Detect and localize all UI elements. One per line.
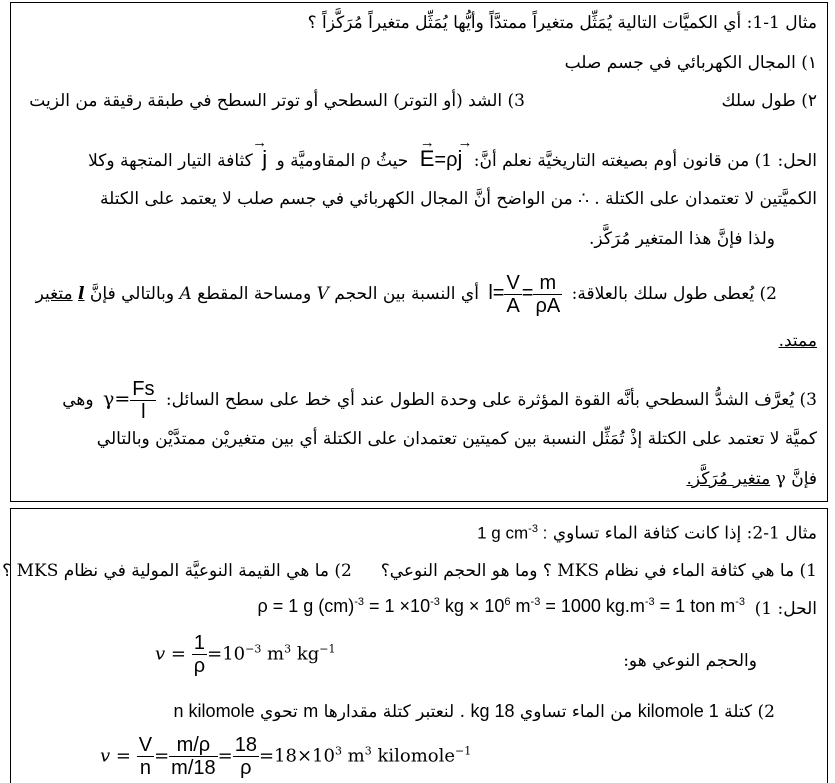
eq-exp: −3 [245,642,262,656]
p2-text: من الماء تساوي [519,702,633,722]
example-1-2-solution-label: الحل: 1) [754,599,817,619]
vector-j-symbol: → j [262,148,267,170]
solution-2-area: ومساحة المقطع [197,284,312,304]
eq-part: kg [291,643,320,665]
symbol-gamma: γ [775,469,786,489]
symbol-V: V [316,284,329,304]
molar-volume-equation: v = $\frac{V}{n}$ = $\frac{m/\rho}{m/18}$ = $\frac{18}{\rho}$ $=18\times 10^3$ $m^3$ kilomole$^{-1}$ [100,734,472,779]
example-1-2-title-text: مثال 1-2: إذا كانت كثافة الماء تساوي [552,523,817,544]
eq-exp: −1 [319,642,336,656]
example-1-2-title [477,518,817,545]
example-1-2-q1: 1) ما هي كثافة الماء في نظام MKS ؟ وما هو الحجم النوعي؟ [380,561,817,581]
eq-part: = 1 ×10 [364,596,431,616]
example-1-1-q3: 3) الشد (أو التوتر) السطحي أو توتر السطح في طبقة رقيقة من الزيت [29,91,525,111]
p2-text: 2) كتلة [724,702,775,722]
solution-1-intro: الحل: 1) من قانون أوم بصيغته التاريخيَّة نعلم أنَّ: [473,151,817,171]
eq-part: m [261,643,285,665]
frac-num: Fs [132,378,155,400]
solution-1-where: حيثُ ρ المقاوميَّة و [276,151,409,171]
density-text: 1 g cm [477,523,529,543]
frac-den: n [139,757,151,779]
solution-2-line-1 [36,272,777,317]
eq-part: =18×10 [258,745,335,767]
frac-num: m/ρ [169,734,217,757]
solution-3-and-it: وهي [62,390,94,410]
ohm-law-equation [420,148,463,172]
solution-1-line-2: الكميَّتين لا تعتمدان على الكتلة . ∴ من الواضح أنَّ المجال الكهربائي في جسم صلب لا يعتمد على الكتلة [99,189,817,209]
vector-E: → E [420,148,435,170]
frac-num: 1 [192,632,207,655]
p2-n-kilomole: n kilomole [173,701,255,721]
frac-den: ρA [535,295,561,317]
specific-volume-equation [155,632,336,677]
solution-2-therefore: وبالتالي فإنَّ [89,284,175,304]
example-1-1-title [308,12,817,34]
eq-part: kg × 10 [439,596,505,616]
solution-2-extended: ممتد. [778,331,817,351]
frac-num: m [533,272,562,295]
eq-exp: −1 [455,744,472,758]
example-1-2-questions [2,560,817,582]
solution-1-line-1 [88,148,817,172]
eq-exp: -3 [354,596,365,608]
length-fraction-1 [504,272,521,317]
eq-exp: -3 [430,596,440,608]
solution-3-intro: 3) يُعرَّف الشدُّ السطحي بأنَّه القوة المؤثرة على وحدة الطول عند أي خط على سطح السائل: [165,390,817,410]
example-1-1-box [10,2,828,502]
eq-part: =10 [207,643,246,665]
specific-volume-fraction [192,632,207,677]
colon: : [542,523,548,543]
gamma-fraction [130,378,156,423]
density-mks-equation [257,596,745,617]
frac-num: 18 [234,734,257,756]
ohm-eq-sign: =ρ [434,149,458,171]
solution-3-line-2: كميَّة لا تعتمد على الكتلة إذْ تُمَثِّل النسبة بين كميتين تعتمدان على الكتلة أي بين متغيريْن ممتدَّيْن وبالتالي [96,429,817,449]
molar-fraction-1 [137,734,154,779]
eq-lhs: v = [155,643,186,665]
eq-part: m [341,745,365,767]
solution-3-line-3 [687,468,818,490]
water-density-value [477,518,547,545]
symbol-A: A [179,284,192,304]
gamma-lhs: γ= [102,388,131,410]
solution-3-conclusion: متغير مُرَكَّز. [686,469,771,489]
solution-2-intro: 2) يُعطى طول سلك بالعلاقة: [571,284,777,304]
frac-den: A [506,295,520,317]
solution-1-current: كثافة التيار المتجهة وكلا [88,151,253,171]
molar-fraction-2 [169,734,217,779]
eq-exp: 3 [284,642,292,656]
solution-2-ratio: أي النسبة بين الحجم [334,284,479,304]
example-1-1-q2: ٢) طول سلك [721,91,817,111]
p2-mass: 18 kg [470,701,515,721]
example-1-1-q1: ١) المجال الكهربائي في جسم صلب [564,53,817,73]
frac-num: V [138,734,153,756]
length-equation [488,272,562,317]
length-lhs: l= [488,282,505,304]
eq-exp: -3 [735,596,745,608]
p2-text: . لنعتبر كتلة مقدارها [323,702,466,722]
eq-exp: -3 [644,596,655,608]
p2-kilomole: 1 kilomole [637,701,719,721]
example-1-2-part-2 [174,700,775,723]
density-exp: -3 [528,523,538,535]
surface-tension-equation [103,378,157,423]
eq-exp: 3 [364,744,372,758]
frac-den: m/18 [171,757,216,779]
length-fraction-2 [533,272,562,317]
specific-volume-label: والحجم النوعي هو: [623,651,757,671]
solution-3-line-1 [62,378,817,423]
solution-1-line-3 [589,228,775,250]
symbol-l: l [78,284,85,304]
frac-den: ρ [240,757,252,779]
solution-2-variable: متغير [35,284,73,304]
vector-j: → j [457,148,462,170]
frac-den: l [141,401,146,423]
length-eq-sign: = [521,282,534,304]
solution-2-line-2 [779,330,817,352]
eq-part: kilomole [371,745,456,767]
example-1-2-q2: 2) ما هي القيمة النوعيَّة المولية في نظام MKS ؟ [2,561,352,581]
solution-1-conclusion: ولذا فإنَّ هذا المتغير مُرَكَّز. [589,229,775,249]
frac-den: ρ [193,655,206,677]
eq-exp: 6 [504,596,511,608]
eq-exp: -3 [530,596,541,608]
example-1-1-title-text: مثال 1-1: أي الكميَّات التالية يُمَثِّل متغيراً ممتدَّاً وأيُّها يُمَثِّل متغيراً مُرَكَّزاً ؟ [307,13,817,33]
eq-part: m [510,596,531,616]
eq-exp: 3 [334,744,342,758]
solution-3-therefore: فإنَّ [791,469,817,489]
eq-part: = 1 ton m [654,596,736,616]
eq-part: ρ = 1 g (cm) [257,596,355,616]
eq-part: = 1000 kg.m [540,596,645,616]
molar-fraction-3 [233,734,259,779]
frac-num: V [506,272,520,294]
eq-lhs: v = [100,745,131,767]
p2-m: m [303,701,319,721]
p2-text: تحوي [260,702,298,722]
